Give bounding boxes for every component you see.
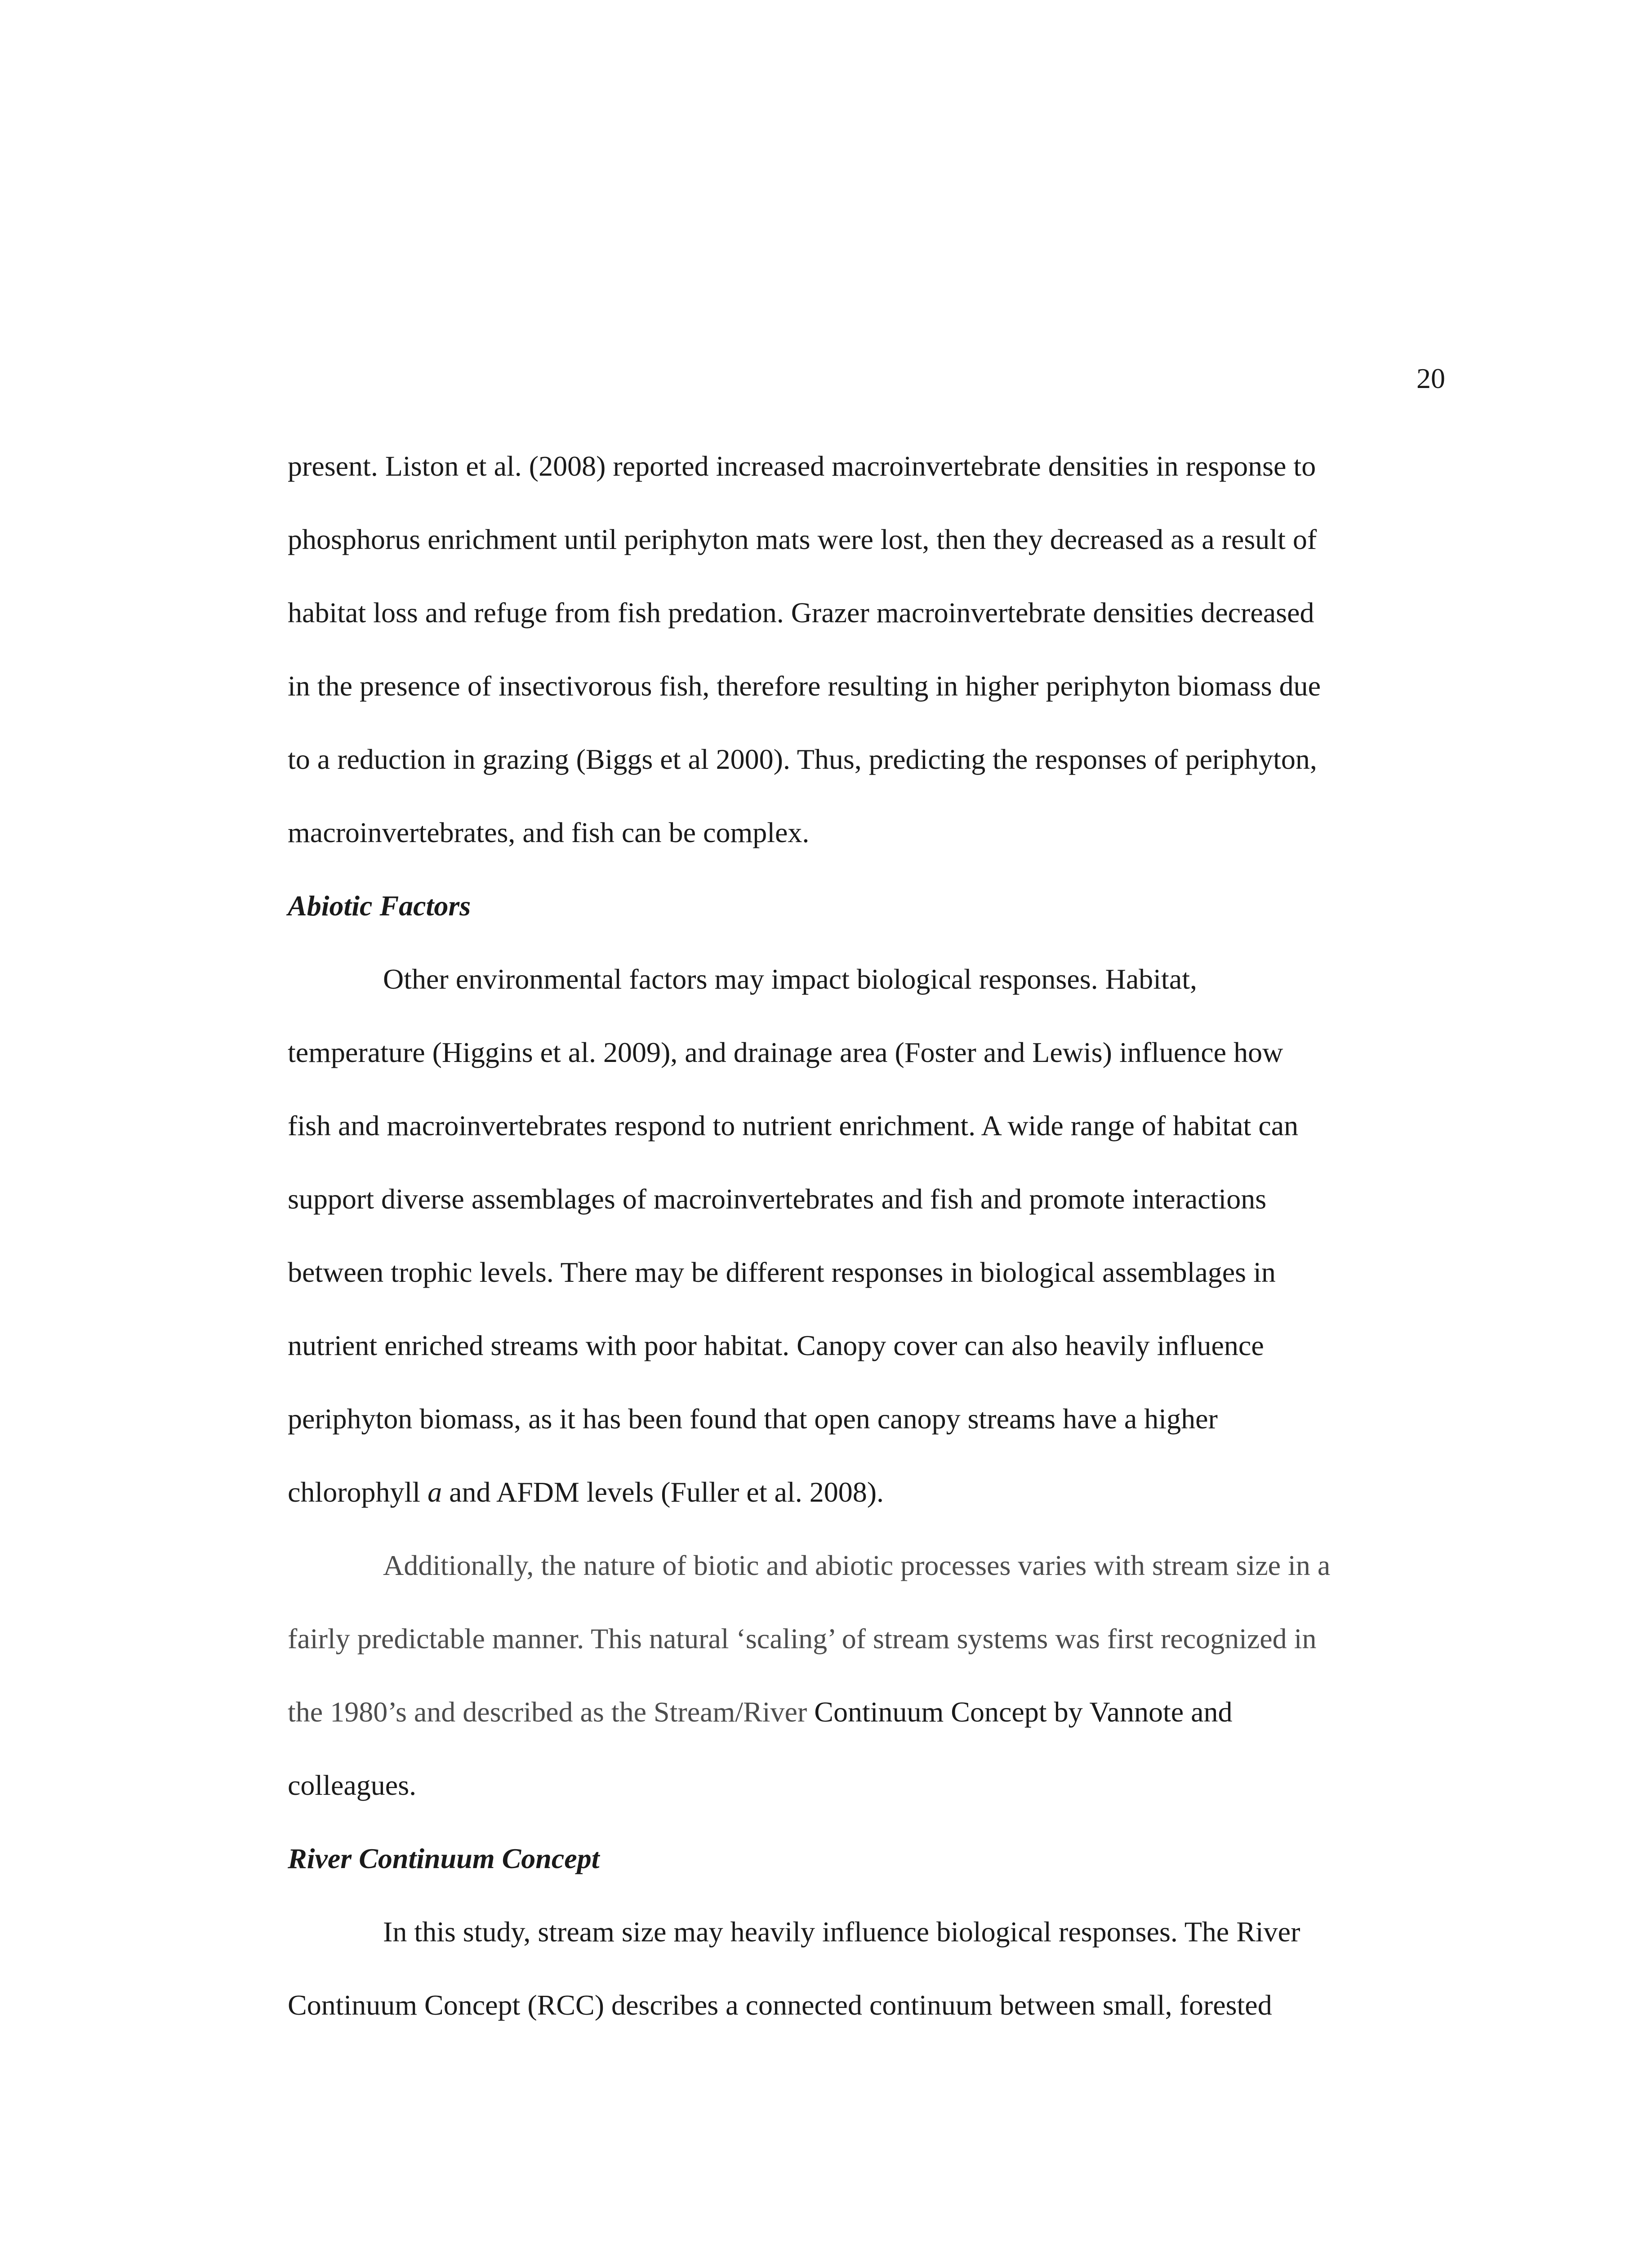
text-run: chlorophyll: [288, 1476, 428, 1508]
body-text-line: to a reduction in grazing (Biggs et al 2000). Thus, predicting the responses of periphyton,: [288, 743, 1317, 775]
italic-text-run: a: [427, 1476, 442, 1508]
body-text-line: Other environmental factors may impact biological responses. Habitat,: [383, 963, 1197, 995]
body-text-line: habitat loss and refuge from fish predation. Grazer macroinvertebrate densities decreased: [288, 597, 1314, 629]
text-run: Continuum Concept by Vannote and: [814, 1696, 1233, 1728]
body-text-line: in the presence of insectivorous fish, therefore resulting in higher periphyton biomass due: [288, 670, 1321, 702]
body-text-line: Additionally, the nature of biotic and abiotic processes varies with stream size in a: [383, 1549, 1331, 1581]
text-run: the 1980’s and described as the Stream/River: [288, 1696, 815, 1728]
body-text-line: between trophic levels. There may be different responses in biological assemblages in: [288, 1256, 1276, 1288]
body-text-line: colleagues.: [288, 1769, 417, 1801]
body-text-line: [288, 1478, 884, 1507]
body-text-line: temperature (Higgins et al. 2009), and drainage area (Foster and Lewis) influence how: [288, 1036, 1283, 1068]
body-text-line: macroinvertebrates, and fish can be complex.: [288, 816, 810, 848]
section-heading: Abiotic Factors: [288, 890, 471, 922]
body-text-line: [288, 1698, 1233, 1726]
body-text-line: present. Liston et al. (2008) reported increased macroinvertebrate densities in response to: [288, 450, 1316, 482]
body-text-line: fish and macroinvertebrates respond to nutrient enrichment. A wide range of habitat can: [288, 1110, 1299, 1142]
body-text-line: In this study, stream size may heavily influence biological responses. The River: [383, 1916, 1300, 1948]
page-number: 20: [1416, 362, 1445, 394]
body-text-line: Continuum Concept (RCC) describes a connected continuum between small, forested: [288, 1989, 1272, 2021]
text-run: and AFDM levels (Fuller et al. 2008).: [442, 1476, 884, 1508]
body-text-line: periphyton biomass, as it has been found that open canopy streams have a higher: [288, 1403, 1218, 1435]
body-text-line: phosphorus enrichment until periphyton mats were lost, then they decreased as a result of: [288, 523, 1317, 555]
body-text-line: nutrient enriched streams with poor habitat. Canopy cover can also heavily influence: [288, 1329, 1264, 1361]
body-text-line: fairly predictable manner. This natural ‘scaling’ of stream systems was first recognized in: [288, 1623, 1317, 1655]
body-text-line: support diverse assemblages of macroinvertebrates and fish and promote interactions: [288, 1183, 1267, 1215]
section-heading: River Continuum Concept: [288, 1842, 600, 1874]
